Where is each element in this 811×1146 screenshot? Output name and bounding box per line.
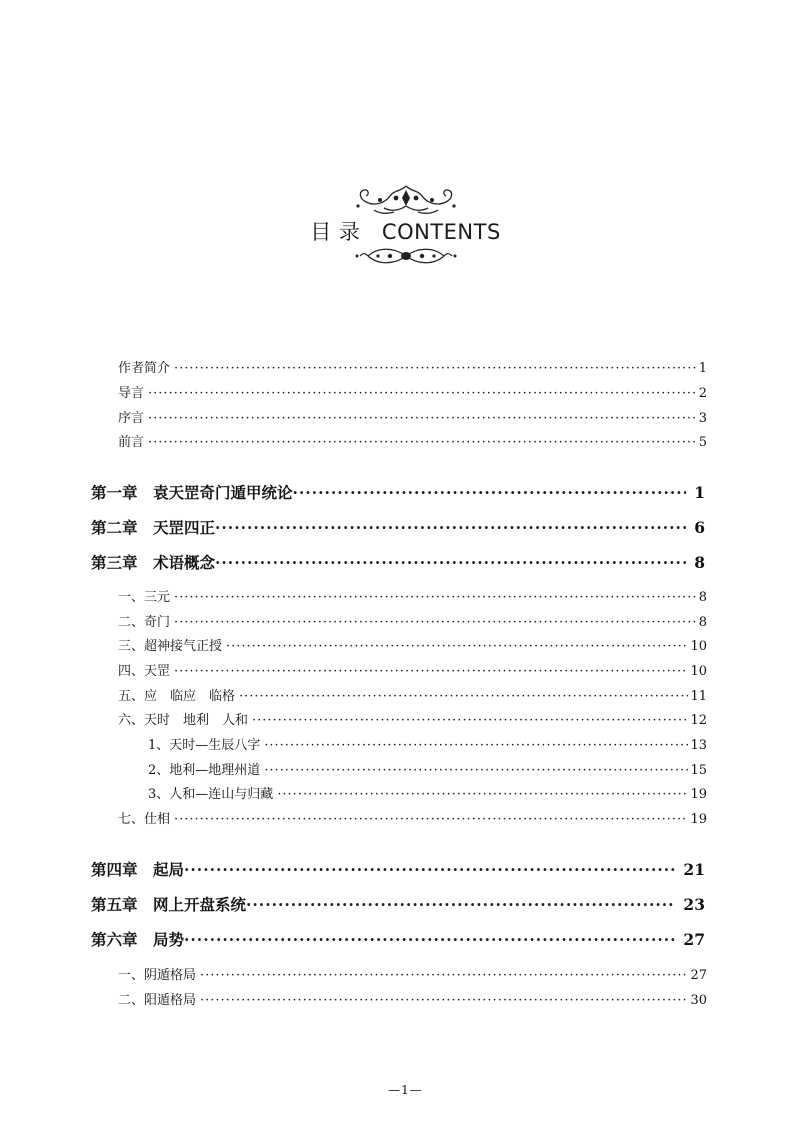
toc-section-page: 30	[690, 993, 707, 1008]
toc-subsection-label: 2、地利—地理州道	[148, 763, 261, 778]
toc-section-page: 10	[690, 639, 707, 654]
toc-section[interactable]	[118, 635, 707, 654]
toc-leader	[252, 713, 688, 728]
toc-chapter-page: 1	[694, 483, 705, 502]
toc-leader	[215, 518, 686, 537]
toc-chapter-page: 21	[683, 860, 705, 879]
toc-section-label: 七、仕相	[118, 812, 171, 827]
toc-chapter[interactable]	[91, 893, 705, 915]
toc-section-label: 五、应 临应 临格	[118, 689, 236, 704]
toc-leader	[174, 664, 688, 679]
toc-chapter-label: 第六章 局势	[91, 930, 185, 949]
toc-entry[interactable]	[118, 407, 707, 426]
toc-section-page: 19	[690, 812, 707, 827]
toc-chapter[interactable]	[91, 928, 705, 950]
toc-leader	[174, 812, 688, 827]
toc-leader	[174, 590, 697, 605]
toc-chapter-page: 6	[694, 518, 705, 537]
toc-leader	[148, 386, 697, 401]
toc-entry-label: 序言	[118, 411, 145, 426]
toc-chapter[interactable]	[91, 858, 705, 880]
toc-entry-page: 3	[698, 411, 707, 426]
toc-entry-page: 5	[698, 435, 707, 450]
toc-section[interactable]	[118, 808, 707, 827]
toc-leader	[200, 968, 688, 983]
toc-section-label: 一、阴遁格局	[118, 968, 197, 983]
page-title: 目 录 CONTENTS	[310, 220, 501, 244]
toc-leader	[239, 689, 688, 704]
toc-section[interactable]	[118, 964, 707, 983]
toc-chapter[interactable]	[91, 481, 705, 503]
toc-leader	[277, 787, 688, 802]
toc-section-label: 三、超神接气正授	[118, 639, 223, 654]
toc-leader	[264, 763, 688, 778]
toc-chapter-label: 第一章 袁天罡奇门遁甲统论	[91, 483, 293, 502]
toc-section-label: 六、天时 地利 人和	[118, 713, 249, 728]
toc-section-page: 10	[690, 664, 707, 679]
toc-entry-page: 2	[698, 386, 707, 401]
toc-leader	[148, 435, 697, 450]
toc-section[interactable]	[118, 611, 707, 630]
toc-entry-page: 1	[698, 361, 707, 376]
toc-chapter-label: 第五章 网上开盘系统	[91, 895, 247, 914]
toc-subsection-label: 1、天时—生辰八字	[148, 738, 261, 753]
toc-section[interactable]	[118, 685, 707, 704]
toc-leader	[184, 930, 675, 949]
toc-chapter-page: 27	[683, 930, 705, 949]
toc-chapter[interactable]	[91, 516, 705, 538]
toc-entry-label: 前言	[118, 435, 145, 450]
toc-chapter-label: 第四章 起局	[91, 860, 185, 879]
toc-leader	[200, 993, 688, 1008]
toc-leader	[174, 361, 697, 376]
page-number: —1—	[388, 1083, 423, 1097]
toc-subsection[interactable]	[148, 783, 707, 802]
toc-section-page: 27	[690, 968, 707, 983]
toc-leader	[264, 738, 688, 753]
toc-entry[interactable]	[118, 382, 707, 401]
toc-leader	[215, 553, 686, 572]
toc-leader	[184, 860, 675, 879]
toc-subsection-page: 13	[690, 738, 707, 753]
toc-leader	[293, 483, 687, 502]
toc-section[interactable]	[118, 586, 707, 605]
toc-leader	[174, 615, 697, 630]
toc-section[interactable]	[118, 660, 707, 679]
toc-section-label: 二、奇门	[118, 615, 171, 630]
bottom-ornament-icon	[354, 243, 458, 269]
toc-entry[interactable]	[118, 431, 707, 450]
toc-section[interactable]	[118, 989, 707, 1008]
toc-chapter[interactable]	[91, 551, 705, 573]
toc-section-page: 12	[690, 713, 707, 728]
toc-section[interactable]	[118, 709, 707, 728]
toc-subsection-page: 19	[690, 787, 707, 802]
toc-leader	[148, 411, 697, 426]
toc-section-page: 8	[698, 590, 707, 605]
toc-subsection-label: 3、人和—连山与归藏	[148, 787, 274, 802]
top-ornament-icon	[354, 182, 458, 216]
toc-section-page: 11	[690, 689, 707, 704]
toc-subsection[interactable]	[148, 759, 707, 778]
toc-section-page: 8	[698, 615, 707, 630]
toc-chapter-page: 23	[683, 895, 705, 914]
toc-leader	[246, 895, 675, 914]
toc-subsection-page: 15	[690, 763, 707, 778]
toc-section-label: 四、天罡	[118, 664, 171, 679]
toc-leader	[226, 639, 688, 654]
toc-chapter-page: 8	[694, 553, 705, 572]
toc-subsection[interactable]	[148, 734, 707, 753]
toc-entry-label: 作者简介	[118, 361, 171, 376]
toc-entry[interactable]	[118, 357, 707, 376]
toc-section-label: 二、阳遁格局	[118, 993, 197, 1008]
toc-chapter-label: 第二章 天罡四正	[91, 518, 216, 537]
toc-section-label: 一、三元	[118, 590, 171, 605]
toc-entry-label: 导言	[118, 386, 145, 401]
toc-chapter-label: 第三章 术语概念	[91, 553, 216, 572]
